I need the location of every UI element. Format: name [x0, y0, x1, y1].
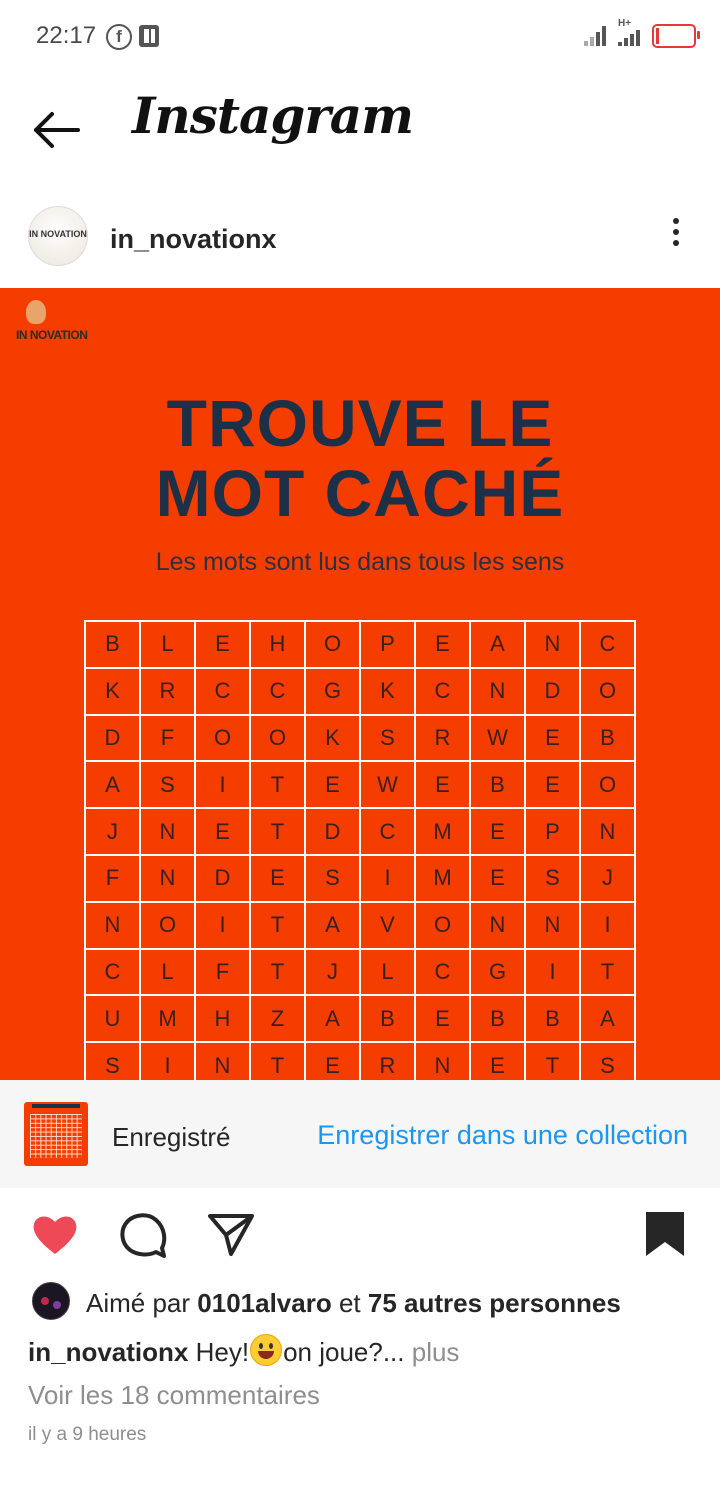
- likes-prefix: Aimé par: [86, 1288, 191, 1318]
- grid-cell: W: [361, 762, 416, 807]
- caption-text-end: on joue?...: [283, 1337, 405, 1367]
- grid-cell: F: [86, 856, 141, 901]
- puzzle-title-line2: MOT CACHÉ: [155, 456, 565, 530]
- grid-cell: E: [471, 1043, 526, 1080]
- grid-cell: M: [416, 809, 471, 854]
- grid-cell: N: [141, 809, 196, 854]
- liker-avatar: [32, 1282, 70, 1320]
- grid-cell: C: [251, 669, 306, 714]
- grid-cell: H: [196, 996, 251, 1041]
- bookmark-icon[interactable]: [640, 1210, 690, 1260]
- grid-cell: T: [251, 903, 306, 948]
- grid-cell: T: [251, 809, 306, 854]
- grid-cell: C: [416, 950, 471, 995]
- grid-cell: E: [306, 762, 361, 807]
- grid-cell: I: [361, 856, 416, 901]
- grid-cell: A: [306, 903, 361, 948]
- grid-cell: Z: [251, 996, 306, 1041]
- grid-cell: F: [141, 716, 196, 761]
- grid-cell: T: [526, 1043, 581, 1080]
- grinning-emoji-icon: [250, 1334, 282, 1366]
- grid-cell: T: [600, 958, 615, 984]
- grid-cell: A: [471, 622, 526, 667]
- grid-row: [86, 622, 634, 669]
- post-username[interactable]: in_novationx: [110, 224, 277, 254]
- grid-cell: P: [361, 622, 416, 667]
- grid-cell: A: [600, 1005, 615, 1031]
- grid-row: [86, 762, 634, 809]
- grid-row: [86, 1043, 634, 1080]
- post-actions: [0, 1190, 720, 1280]
- grid-cell: O: [598, 678, 617, 704]
- grid-cell: R: [141, 669, 196, 714]
- grid-row: [86, 669, 634, 716]
- saved-thumbnail: [24, 1102, 88, 1166]
- grid-cell: O: [416, 903, 471, 948]
- grid-cell: N: [599, 818, 616, 844]
- grid-cell: S: [526, 856, 581, 901]
- grid-cell: C: [86, 950, 141, 995]
- caption-username[interactable]: in_novationx: [28, 1337, 189, 1367]
- parking-icon: [138, 24, 160, 48]
- app-header: [0, 72, 720, 192]
- grid-cell: G: [306, 669, 361, 714]
- brand-name: IN NOVATION: [16, 328, 88, 342]
- grid-cell: A: [306, 996, 361, 1041]
- grid-row: [86, 950, 634, 997]
- grid-cell: E: [416, 622, 471, 667]
- grid-cell: S: [361, 716, 416, 761]
- grid-cell: M: [141, 996, 196, 1041]
- grid-cell: S: [600, 1052, 615, 1078]
- grid-cell: E: [306, 1043, 361, 1080]
- comment-icon[interactable]: [118, 1210, 168, 1260]
- grid-cell: H: [251, 622, 306, 667]
- grid-cell: D: [196, 856, 251, 901]
- grid-cell: N: [141, 856, 196, 901]
- grid-cell: O: [141, 903, 196, 948]
- grid-cell: B: [361, 996, 416, 1041]
- caption-more-link[interactable]: plus: [411, 1337, 460, 1367]
- grid-cell: C: [361, 809, 416, 854]
- grid-cell: E: [196, 809, 251, 854]
- grid-cell: E: [471, 809, 526, 854]
- word-search-grid: [84, 620, 636, 1080]
- signal-icon: [618, 30, 642, 46]
- likes-row[interactable]: [0, 1280, 720, 1326]
- grid-cell: E: [416, 996, 471, 1041]
- grid-cell: S: [306, 856, 361, 901]
- clock: 22:17: [36, 22, 97, 49]
- grid-cell: N: [86, 903, 141, 948]
- grid-cell: V: [361, 903, 416, 948]
- grid-cell: C: [416, 669, 471, 714]
- grid-cell: B: [600, 724, 615, 750]
- saved-banner: [0, 1080, 720, 1188]
- grid-cell: K: [306, 716, 361, 761]
- grid-cell: O: [251, 716, 306, 761]
- grid-cell: T: [251, 762, 306, 807]
- grid-cell: T: [251, 950, 306, 995]
- grid-row: [86, 996, 634, 1043]
- grid-cell: T: [251, 1043, 306, 1080]
- grid-cell: C: [599, 631, 616, 657]
- grid-cell: B: [526, 996, 581, 1041]
- network-type-label: H+: [618, 18, 632, 29]
- caption-text-start: Hey!: [195, 1337, 250, 1367]
- grid-cell: B: [471, 762, 526, 807]
- grid-cell: O: [306, 622, 361, 667]
- heart-icon[interactable]: [30, 1210, 80, 1260]
- grid-row: [86, 716, 634, 763]
- grid-cell: W: [471, 716, 526, 761]
- grid-cell: D: [306, 809, 361, 854]
- likes-text: [86, 1288, 621, 1319]
- puzzle-subtitle: Les mots sont lus dans tous les sens: [155, 548, 565, 576]
- send-icon[interactable]: [206, 1210, 256, 1260]
- battery-icon: [652, 24, 696, 48]
- grid-cell: R: [416, 716, 471, 761]
- puzzle-title-line1: TROUVE LE: [166, 386, 554, 460]
- grid-cell: E: [526, 716, 581, 761]
- grid-cell: K: [361, 669, 416, 714]
- brand-logo: [16, 300, 126, 350]
- grid-cell: F: [196, 950, 251, 995]
- post-timestamp: il y a 9 heures: [28, 1424, 147, 1445]
- grid-cell: G: [471, 950, 526, 995]
- grid-row: [86, 809, 634, 856]
- grid-cell: B: [471, 996, 526, 1041]
- grid-cell: L: [141, 950, 196, 995]
- grid-cell: E: [526, 762, 581, 807]
- grid-cell: D: [526, 669, 581, 714]
- grid-cell: N: [196, 1043, 251, 1080]
- avatar-text: IN NOVATION: [29, 229, 87, 239]
- save-to-collection-link[interactable]: Enregistrer dans une collection: [317, 1120, 688, 1150]
- grid-cell: J: [306, 950, 361, 995]
- facebook-icon: f: [106, 24, 132, 50]
- likes-count[interactable]: 75 autres personnes: [367, 1288, 621, 1318]
- post-header: [0, 192, 720, 288]
- post-image[interactable]: [0, 288, 720, 1080]
- grid-cell: L: [361, 950, 416, 995]
- grid-cell: K: [86, 669, 141, 714]
- grid-cell: I: [196, 903, 251, 948]
- grid-cell: I: [604, 912, 611, 938]
- arrow-left-icon[interactable]: [30, 110, 82, 150]
- grid-cell: O: [598, 771, 617, 797]
- grid-cell: A: [86, 762, 141, 807]
- grid-cell: J: [602, 865, 613, 891]
- grid-cell: J: [86, 809, 141, 854]
- more-vertical-icon[interactable]: [664, 214, 688, 254]
- grid-cell: N: [526, 903, 581, 948]
- grid-cell: E: [251, 856, 306, 901]
- avatar[interactable]: [28, 206, 88, 266]
- grid-cell: N: [471, 669, 526, 714]
- grid-cell: B: [86, 622, 141, 667]
- grid-cell: N: [416, 1043, 471, 1080]
- status-bar: [0, 0, 720, 72]
- grid-cell: I: [196, 762, 251, 807]
- grid-cell: E: [471, 856, 526, 901]
- grid-cell: S: [141, 762, 196, 807]
- grid-row: [86, 903, 634, 950]
- grid-cell: L: [141, 622, 196, 667]
- view-comments-link[interactable]: Voir les 18 commentaires: [28, 1380, 320, 1410]
- grid-cell: E: [196, 622, 251, 667]
- grid-cell: I: [526, 950, 581, 995]
- grid-row: [86, 856, 634, 903]
- saved-status: Enregistré: [112, 1122, 231, 1152]
- post-caption: [28, 1334, 459, 1368]
- grid-cell: U: [86, 996, 141, 1041]
- grid-cell: P: [526, 809, 581, 854]
- grid-cell: D: [86, 716, 141, 761]
- lightbulb-icon: [26, 300, 46, 324]
- liker-username[interactable]: 0101alvaro: [197, 1288, 332, 1318]
- grid-cell: S: [86, 1043, 141, 1080]
- grid-cell: M: [416, 856, 471, 901]
- likes-conjunction: et: [338, 1288, 361, 1318]
- grid-cell: O: [196, 716, 251, 761]
- grid-cell: E: [416, 762, 471, 807]
- grid-cell: N: [526, 622, 581, 667]
- grid-cell: I: [141, 1043, 196, 1080]
- grid-cell: R: [361, 1043, 416, 1080]
- app-title: Instagram: [132, 86, 413, 145]
- signal-icon: [584, 26, 608, 46]
- grid-cell: N: [471, 903, 526, 948]
- grid-cell: C: [196, 669, 251, 714]
